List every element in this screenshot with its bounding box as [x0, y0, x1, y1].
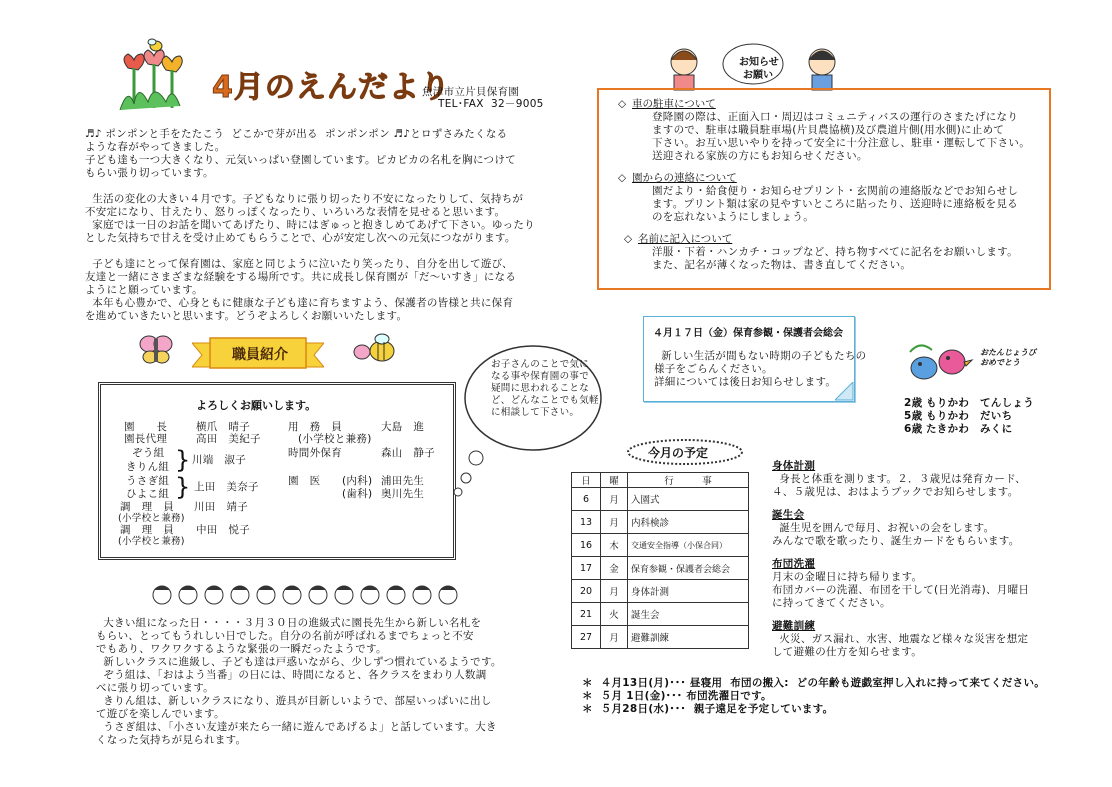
event-text	[654, 350, 866, 389]
intro-line: 生活の変化の大きい４月です。子どもなりに張り切ったり不安になったりして、気持ちが	[85, 193, 524, 205]
notice-line: ますので、駐車は職員駐車場(片貝農協横)及び農道片側(用水側)に止めて	[652, 124, 1005, 136]
bubble-line: に相談して下さい。	[491, 407, 580, 418]
schedule-row	[572, 626, 749, 649]
bubble-line: お子さんのことで気に	[491, 359, 590, 370]
staff-role-note: (内科)	[342, 475, 373, 487]
intro-line: ♬♪ ポンポンと手をたたこう どこかで芽が出る ポンポンポン ♬♪とロずさみたくなる	[85, 128, 508, 140]
schedule-day: 13	[572, 511, 601, 534]
intro-line: 友達と一緒にさまざまな経験をする場所です。共に成長し保育園が「だ～いすき」になる	[85, 271, 517, 283]
schedule-row	[572, 580, 749, 603]
staff-role: 調 理 員	[120, 501, 174, 513]
staff-role: ひよこ組	[126, 488, 170, 500]
tulip-bee-illustration	[112, 38, 192, 118]
staff-name: 上田 美奈子	[194, 481, 259, 493]
intro-line: 子ども達にとって保育園は、家庭と同じように泣いたり笑ったり、自分を出して遊び、	[85, 258, 513, 270]
notice-line: のを忘れないようにしましょう。	[652, 211, 814, 223]
birthday-row	[904, 397, 1034, 410]
intro-line	[85, 180, 535, 193]
staff-banner-label: 職員紹介	[232, 347, 288, 363]
notice-heading: 園からの連絡について	[632, 172, 737, 184]
story-text	[96, 617, 502, 747]
intro-line: 本年も心豊かで、心身ともに健康な子ども達に育ちますよう、保護者の皆様と共に保育	[85, 297, 514, 309]
staff-name: 浦田先生	[381, 475, 425, 487]
intro-text	[85, 128, 535, 323]
schedule-row	[572, 557, 749, 580]
birthday-name: たきかわ みくに	[926, 423, 1013, 435]
explain-heading: 布団洗濯	[772, 558, 816, 570]
consult-text	[491, 359, 599, 419]
event-line: 詳細については後日お知らせします。	[654, 376, 837, 388]
explain-heading: 誕生会	[772, 509, 805, 521]
explain-line: に持ってきてください。	[772, 597, 891, 609]
notice-line: 洋服・下着・ハンカチ・コップなど、持ち物すべてに記名をお願いします。	[652, 246, 1018, 258]
brace-icon: }	[175, 473, 191, 501]
notice-line: ます。プリント類は家の見やすいところに貼ったり、送迎時に連絡板を見る	[652, 198, 1018, 210]
notice-line: 園だより・給食便り・お知らせプリント・玄関前の連絡版などでお知らせし	[652, 185, 1019, 197]
schedule-dow: 月	[601, 580, 628, 603]
staff-name: 大島 進	[381, 421, 425, 433]
event-line: 様子をごらんください。	[654, 363, 773, 375]
org-tel: TEL･FAX 32－9005	[438, 98, 544, 110]
birthday-age: 6歳	[904, 423, 923, 435]
schedule-event: 交通安全指導（小保合同）	[628, 534, 749, 557]
staff-name: 森山 静子	[381, 447, 435, 459]
staff-role: きりん組	[126, 461, 170, 473]
staff-greeting: よろしくお願いします。	[196, 399, 317, 412]
staff-role: 時間外保育	[288, 447, 342, 459]
butterfly-icon	[138, 332, 174, 366]
notice-line: 送迎される家族の方にもお知らせください。	[652, 150, 868, 162]
intro-line: もらい張り切っています。	[85, 167, 214, 179]
schedule-dow: 月	[601, 626, 628, 649]
notice-item-3	[618, 233, 1030, 246]
explain-line: 火災、ガス漏れ、水害、地震など様々な災害を想定	[772, 633, 1029, 645]
schedule-row	[572, 488, 749, 511]
schedule-header: 日	[572, 473, 601, 488]
schedule-dow: 金	[601, 557, 628, 580]
explain-line: 月末の金曜日に持ち帰ります。	[772, 571, 923, 583]
schedule-header: 曜	[601, 473, 628, 488]
story-line: ぞう組は、「おはよう当番」の日には、時間になると、各クラスをまわり人数調	[96, 669, 487, 681]
staff-role-note: (歯科)	[342, 488, 373, 500]
schedule-day: 6	[572, 488, 601, 511]
schedule-title: 今月の予定	[648, 446, 709, 460]
schedule-event: 身体計測	[628, 580, 749, 603]
birthday-name: もりかわ だいち	[926, 410, 1013, 422]
staff-role: 園 長	[124, 421, 168, 433]
schedule-day: 27	[572, 626, 601, 649]
story-line: でもあり、ワクワクするような緊張の一瞬だったようです。	[96, 643, 387, 655]
schedule-header-row	[572, 473, 749, 488]
story-line: 新しいクラスに進級し、子ども達は戸惑いながら、少しずつ慣れているようです。	[96, 656, 502, 668]
intro-line: 子ども達も一つ大きくなり、元気いっぱい登園しています。ピカピカの名札を胸につけて	[85, 154, 516, 166]
schedule-explanations	[772, 460, 1029, 659]
staff-name: 川端 淑子	[192, 454, 246, 466]
notice-badge-line2: お願い	[743, 70, 773, 81]
schedule-event: 内科検診	[628, 511, 749, 534]
staff-role: 園長代理	[124, 433, 168, 445]
birthday-name: もりかわ てんしょう	[926, 397, 1034, 409]
schedule-event: 入園式	[628, 488, 749, 511]
explain-line: 布団カバーの洗濯、布団を干して(日光消毒)、月曜日	[772, 584, 1030, 596]
story-line: うさぎ組は、「小さい友達が来たら一緒に遊んであげるよ」と話しています。大き	[96, 721, 497, 733]
schedule-dow: 月	[601, 488, 628, 511]
staff-name: 中田 悦子	[196, 524, 250, 536]
schedule-event: 誕生会	[628, 603, 749, 626]
story-line: きりん組は、新しいクラスになり、遊具が目新しいようで、部屋いっぱいに出し	[96, 695, 492, 707]
bee-icon	[352, 332, 400, 366]
birthday-row	[904, 423, 1034, 436]
event-line: 新しい生活が間もない時期の子どもたちの	[654, 350, 867, 362]
reminders	[582, 677, 1045, 716]
story-line: くなった気持ちが見られます。	[96, 734, 247, 746]
intro-line: ような春がやってきました。	[85, 141, 226, 153]
explain-line: して避難の仕方を知らせます。	[772, 646, 923, 658]
schedule-row	[572, 603, 749, 626]
birthday-caption: おたんじょうび おめでとう	[980, 348, 1036, 367]
kids-faces-decoration	[150, 582, 468, 608]
staff-role: うさぎ組	[126, 475, 170, 487]
staff-name: 川田 靖子	[194, 501, 248, 513]
explain-line: 誕生児を囲んで毎月、お祝いの会をします。	[772, 522, 995, 534]
intro-line: とした気持ちで甘えを受け止めてもらうことで、心が安定し次への元気につながります。	[85, 232, 516, 244]
staff-name: 高田 美紀子	[196, 433, 261, 445]
schedule-row	[572, 511, 749, 534]
birthday-age: 2歳	[904, 397, 923, 409]
birds-illustration	[904, 338, 974, 388]
schedule-row	[572, 534, 749, 557]
schedule-day: 17	[572, 557, 601, 580]
birthday-list	[904, 397, 1034, 436]
reminder-line: ＊ ５月28日(水)･･･ 親子遠足を予定しています。	[582, 703, 834, 715]
schedule-dow: 火	[601, 603, 628, 626]
notice-badge-line1: お知らせ	[739, 57, 779, 68]
birthday-row	[904, 410, 1034, 423]
explain-heading: 避難訓練	[772, 620, 816, 632]
notice-heading: 車の駐車について	[632, 98, 716, 110]
notice-line: 登降園の際は、正面入口・周辺はコミュニティバスの運行のさまたげになり	[652, 111, 1019, 123]
explain-line: ４、５歳児は、おはようブックでお知らせします。	[772, 486, 1019, 498]
notice-content	[618, 98, 1030, 272]
notice-item-1	[618, 98, 1030, 111]
schedule-event: 保育参観・保護者会総会	[628, 557, 749, 580]
org-name: 魚津市立片貝保育園	[422, 86, 520, 98]
diamond-icon: ◇	[624, 233, 633, 245]
schedule-day: 20	[572, 580, 601, 603]
story-line: 大きい組になった日・・・・３月３０日の進級式に園長先生から新しい名札を	[96, 617, 482, 629]
staff-role: ぞう組	[132, 447, 165, 459]
reminder-line: ＊ ５月 1日(金)･･･ 布団洗濯日です。	[582, 690, 772, 702]
notice-line: 下さい。お互い思いやりを持って安全に十分注意し、駐車・運転して下さい。	[652, 137, 1030, 149]
reminder-line: ＊ ４月13日(月)･･･ 昼寝用 布団の搬入: どの年齢も遊戯室押し入れに持って来てください。	[582, 677, 1046, 689]
staff-name: 横爪 晴子	[196, 421, 250, 433]
story-line: もらい、とってもうれしい日でした。自分の名前が呼ばれるまでちょっと不安	[96, 630, 474, 642]
intro-line	[85, 245, 535, 258]
schedule-day: 16	[572, 534, 601, 557]
staff-role-note: (小学校と兼務)	[118, 536, 185, 547]
story-line: べに張り切っています。	[96, 682, 214, 694]
bubble-line: なる事や保育園の事で	[491, 371, 590, 382]
intro-line: 不安定になり、甘えたり、怒りっぽくなったり、いろいろな表情を見せると思います。	[85, 206, 506, 218]
schedule-dow: 木	[601, 534, 628, 557]
schedule-day: 21	[572, 603, 601, 626]
schedule-dow: 月	[601, 511, 628, 534]
staff-role-note: (小学校と兼務)	[118, 513, 185, 524]
bubble-line: ど、どんなことでも気軽	[491, 395, 599, 406]
brace-icon: }	[175, 446, 191, 474]
story-line: て遊びを楽しんでいます。	[96, 708, 225, 720]
bubble-line: 疑問に思われることな	[491, 383, 590, 394]
diamond-icon: ◇	[618, 172, 627, 184]
intro-line: ようにと願っています。	[85, 284, 203, 296]
notice-item-2	[618, 172, 1030, 185]
schedule-event: 避難訓練	[628, 626, 749, 649]
diamond-icon: ◇	[618, 98, 627, 110]
explain-line: 身長と体重を測ります。２．３歳児は発育カード、	[772, 473, 1026, 485]
intro-line: 家庭では一日のお話を聞いてあげたり、時にはぎゅっと抱きしめてあげて下さい。ゆったり	[85, 219, 535, 231]
explain-heading: 身体計測	[772, 460, 816, 472]
staff-role: 調 理 員	[120, 524, 174, 536]
notice-heading: 名前に記入について	[638, 233, 733, 245]
staff-role: 園 医	[288, 475, 321, 487]
staff-role: 用 務 員	[288, 421, 342, 433]
explain-line: みんなで歌を歌ったり、誕生カードをもらいます。	[772, 535, 1020, 547]
intro-line: を進めていきたいと思います。どうぞよろしくお願いいたします。	[85, 310, 408, 322]
schedule-table	[571, 472, 749, 649]
event-title: ４月１７日（金）保育参観・保護者会総会	[653, 328, 843, 339]
newsletter-title: 4月のえんだより	[212, 70, 451, 105]
notice-line: また、記名が薄くなった物は、書き直してください。	[652, 259, 912, 271]
schedule-header: 行 事	[628, 473, 749, 488]
birthday-age: 5歳	[904, 410, 923, 422]
staff-name: 奥川先生	[381, 488, 425, 500]
staff-role-note: (小学校と兼務)	[298, 433, 372, 445]
